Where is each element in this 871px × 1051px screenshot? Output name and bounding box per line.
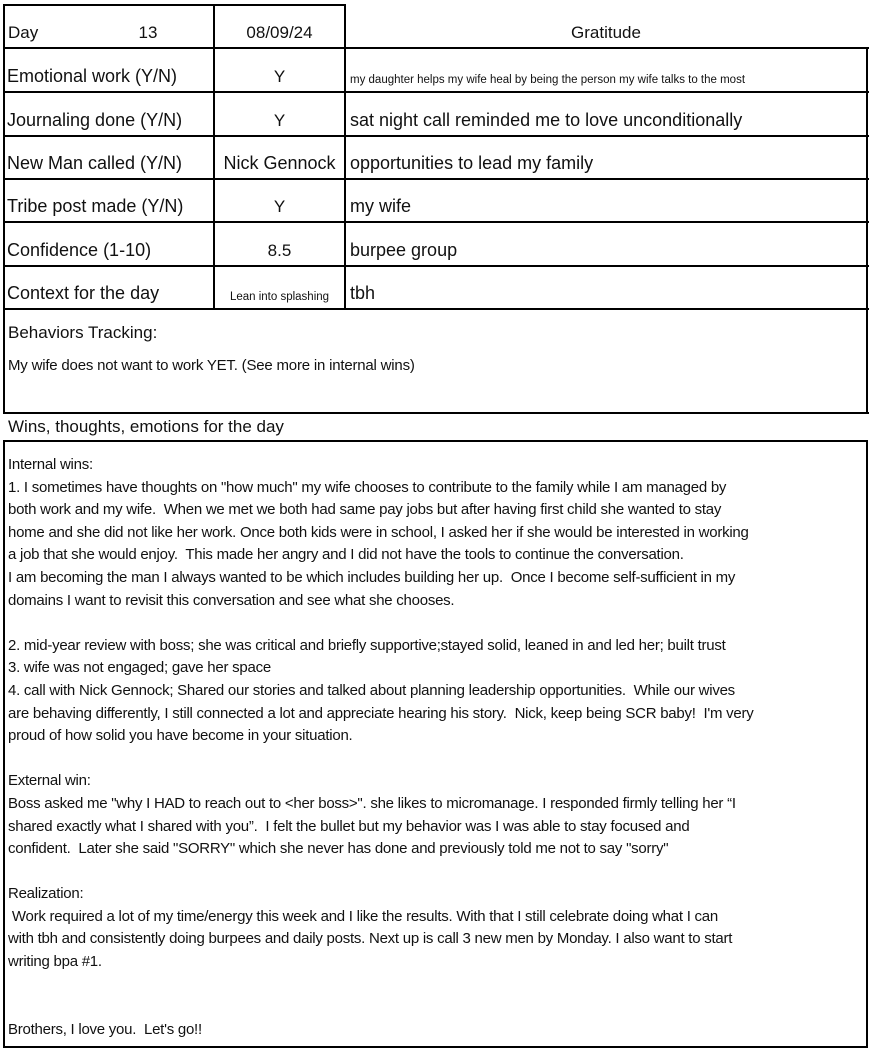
- grid-line: [3, 308, 869, 310]
- wins-line: home and she did not like her work. Once both kids were in school, I asked her if she would be interested in working: [8, 523, 749, 541]
- wins-line: Work required a lot of my time/energy this week and I like the results. With that I still celebrate doing what I can: [8, 907, 718, 925]
- row-value-confidence: 8.5: [267, 241, 292, 260]
- wins-line: confident. Later she said "SORRY" which she never has done and previously told me not to say "sorry": [8, 840, 669, 858]
- grid-line: [3, 412, 869, 414]
- wins-line: a job that she would enjoy. This made her angry and I did not have the tools to continue the conversation.: [8, 546, 684, 564]
- wins-line: proud of how solid you have become in your situation.: [8, 727, 353, 745]
- row-value-journaling: Y: [273, 111, 286, 130]
- day-number: 13: [138, 23, 158, 42]
- wins-line: I am becoming the man I always wanted to be which includes building her up. Once I become self-sufficient in my: [8, 568, 736, 586]
- row-value-new-man-called: Nick Gennock: [223, 153, 336, 173]
- behaviors-title: Behaviors Tracking:: [8, 323, 158, 342]
- row-label-confidence: Confidence (1-10): [7, 240, 152, 260]
- wins-line: are behaving differently, I still connected a lot and appreciate hearing his story. Nick, keep being SCR baby! I'm very: [8, 704, 754, 722]
- row-value-tribe-post: Y: [273, 197, 286, 216]
- wins-line: domains I want to revisit this conversation and see what she chooses.: [8, 591, 455, 609]
- wins-heading: Wins, thoughts, emotions for the day: [8, 417, 284, 436]
- wins-line: shared exactly what I shared with you”. I felt the bullet but my behavior was I was able to stay focused and: [8, 817, 690, 835]
- wins-line: Realization:: [8, 885, 84, 903]
- wins-box: [3, 440, 868, 1048]
- wins-line: Brothers, I love you. Let's go!!: [8, 1020, 202, 1038]
- gratitude-item: my daughter helps my wife heal by being the person my wife talks to the most: [350, 74, 746, 86]
- row-label-tribe-post: Tribe post made (Y/N): [7, 196, 184, 216]
- wins-line: [8, 612, 862, 635]
- row-label-new-man-called: New Man called (Y/N): [7, 153, 183, 173]
- wins-text: [8, 454, 862, 1041]
- row-label-emotional-work: Emotional work (Y/N): [7, 66, 178, 86]
- gratitude-item: burpee group: [350, 240, 458, 260]
- wins-line: writing bpa #1.: [8, 953, 102, 971]
- wins-line: [8, 748, 862, 771]
- date-value: 08/09/24: [246, 23, 313, 42]
- gratitude-item: opportunities to lead my family: [350, 153, 594, 173]
- row-value-context: Lean into splashing: [229, 291, 330, 303]
- row-value-emotional-work: Y: [273, 67, 286, 86]
- day-label: Day: [8, 23, 39, 42]
- wins-line: both work and my wife. When we met we both had same pay jobs but after having first child she wanted to stay: [8, 501, 722, 519]
- wins-line: [8, 996, 862, 1019]
- wins-line: 2. mid-year review with boss; she was critical and briefly supportive;stayed solid, leaned in and led her; built trust: [8, 636, 726, 654]
- gratitude-item: tbh: [350, 283, 376, 303]
- wins-line: 4. call with Nick Gennock; Shared our stories and talked about planning leadership opportunities. While our wives: [8, 681, 735, 699]
- wins-line: Internal wins:: [8, 456, 93, 473]
- tracker-table: [0, 0, 871, 415]
- wins-line: 1. I sometimes have thoughts on "how much" my wife chooses to contribute to the family while I am managed by: [8, 478, 727, 496]
- gratitude-item: my wife: [350, 196, 412, 216]
- wins-line: with tbh and consistently doing burpees and daily posts. Next up is call 3 new men by Monday. I also want to start: [8, 930, 733, 948]
- row-label-context: Context for the day: [7, 283, 160, 303]
- wins-line: 3. wife was not engaged; gave her space: [8, 659, 271, 677]
- gratitude-item: sat night call reminded me to love unconditionally: [350, 110, 743, 130]
- gratitude-heading: Gratitude: [571, 23, 641, 42]
- grid-line: [866, 47, 868, 414]
- wins-line: [8, 974, 862, 997]
- wins-line: [8, 861, 862, 884]
- wins-line: Boss asked me "why I HAD to reach out to <her boss>". she likes to micromanage. I responded firmly telling her “I: [8, 794, 736, 812]
- behaviors-text: My wife does not want to work YET. (See more in internal wins): [8, 357, 415, 374]
- row-label-journaling: Journaling done (Y/N): [7, 110, 183, 130]
- wins-line: External win:: [8, 772, 91, 790]
